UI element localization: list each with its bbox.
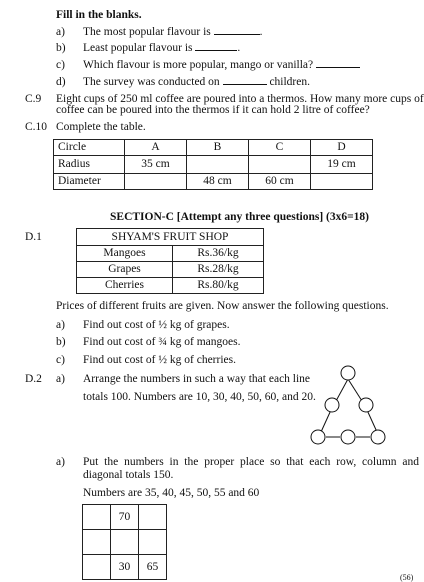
- answer-blank: [214, 34, 260, 35]
- table-row: [54, 140, 373, 156]
- table-cell: [125, 174, 187, 190]
- table-row: [77, 278, 264, 294]
- circle-node: [341, 366, 355, 380]
- table-row: [83, 505, 167, 530]
- c9-line-1: Eight cups of 250 ml coffee are poured into a thermos. How many more cups of: [56, 93, 424, 105]
- table-row: [83, 555, 167, 580]
- d2-a-letter: a): [56, 373, 65, 385]
- table-row: [54, 174, 373, 190]
- table-header-cell: A: [125, 140, 187, 156]
- fill-blank-text-c: Which flavour is more popular, mango or vanilla?: [83, 59, 360, 72]
- table-cell: 60 cm: [249, 174, 311, 190]
- page-corner-number: (56): [400, 573, 414, 582]
- d2-a-line-2: totals 100. Numbers are 10, 30, 40, 50, 60, and 20.: [83, 391, 316, 403]
- triangle-circle-diagram: [304, 364, 396, 456]
- answer-blank: [195, 50, 237, 51]
- grid-cell: [83, 505, 111, 530]
- table-header-cell: Circle: [54, 140, 125, 156]
- fill-blank-text-d: The survey was conducted on children.: [83, 76, 310, 88]
- magic-square-grid: [82, 504, 167, 580]
- table-row: [77, 246, 264, 262]
- fill-blanks-heading: Fill in the blanks.: [56, 9, 142, 21]
- table-row: [77, 262, 264, 278]
- answer-blank: [316, 67, 360, 68]
- grid-cell: 30: [111, 555, 139, 580]
- section-c-title: SECTION-C [Attempt any three questions] (3x6=18): [110, 211, 370, 223]
- grid-cell: [111, 530, 139, 555]
- fruit-name: Grapes: [77, 262, 173, 278]
- d1-item-a-text: Find out cost of ½ kg of grapes.: [83, 319, 230, 331]
- table-cell: 19 cm: [311, 156, 373, 174]
- table-row: [83, 530, 167, 555]
- circle-node: [359, 398, 373, 412]
- d1-item-c-text: Find out cost of ½ kg of cherries.: [83, 354, 236, 366]
- question-number-d2: D.2: [25, 373, 42, 385]
- grid-cell: 70: [111, 505, 139, 530]
- grid-cell: [83, 555, 111, 580]
- fill-blank-item-c: c): [56, 59, 65, 71]
- fruit-price: Rs.80/kg: [173, 278, 264, 294]
- question-number-c10: C.10: [25, 121, 48, 133]
- answer-blank: [223, 84, 267, 85]
- fill-blank-item-a: a): [56, 26, 65, 38]
- d2-a-line-1: Arrange the numbers in such a way that each line: [83, 373, 311, 385]
- fruit-name: Cherries: [77, 278, 173, 294]
- d1-item-b-letter: b): [56, 336, 66, 348]
- d1-item-a-letter: a): [56, 319, 65, 331]
- fruit-price-table: [76, 228, 264, 294]
- d1-item-b-text: Find out cost of ¾ kg of mangoes.: [83, 336, 241, 348]
- grid-cell: 65: [139, 555, 167, 580]
- fill-blank-item-d: d): [56, 76, 66, 88]
- table-cell: Radius: [54, 156, 125, 174]
- d1-intro: Prices of different fruits are given. Now answer the following questions.: [56, 300, 389, 312]
- table-cell: 35 cm: [125, 156, 187, 174]
- fruit-price: Rs.36/kg: [173, 246, 264, 262]
- question-number-c9: C.9: [25, 93, 42, 105]
- c9-line-2: coffee can be poured into the thermos if it can hold 2 litre of coffee?: [56, 104, 370, 116]
- shop-title: SHYAM'S FRUIT SHOP: [77, 229, 264, 246]
- grid-cell: [83, 530, 111, 555]
- table-header-cell: D: [311, 140, 373, 156]
- table-cell: 48 cm: [187, 174, 249, 190]
- d1-item-c-letter: c): [56, 354, 65, 366]
- grid-cell: [139, 530, 167, 555]
- table-row: [54, 156, 373, 174]
- table-row: [77, 229, 264, 246]
- table-cell: [249, 156, 311, 174]
- d2-b-numbers: Numbers are 35, 40, 45, 50, 55 and 60: [83, 487, 260, 499]
- fill-blank-item-b: b): [56, 42, 66, 54]
- fruit-name: Mangoes: [77, 246, 173, 262]
- d2-b-text: Put the numbers in the proper place so that each row, column and diagonal totals 150.: [83, 456, 419, 481]
- table-header-cell: C: [249, 140, 311, 156]
- circle-table: [53, 139, 373, 190]
- circle-node: [325, 398, 339, 412]
- c10-text: Complete the table.: [56, 121, 146, 133]
- table-header-cell: B: [187, 140, 249, 156]
- table-cell: [311, 174, 373, 190]
- circle-node: [371, 430, 385, 444]
- circle-node: [311, 430, 325, 444]
- table-cell: Diameter: [54, 174, 125, 190]
- grid-cell: [139, 505, 167, 530]
- fill-blank-text-a: The most popular flavour is .: [83, 26, 263, 38]
- table-cell: [187, 156, 249, 174]
- question-number-d1: D.1: [25, 231, 42, 243]
- circle-node: [341, 430, 355, 444]
- fill-blank-text-b: Least popular flavour is .: [83, 42, 241, 54]
- d2-b-letter: a): [56, 456, 65, 468]
- fruit-price: Rs.28/kg: [173, 262, 264, 278]
